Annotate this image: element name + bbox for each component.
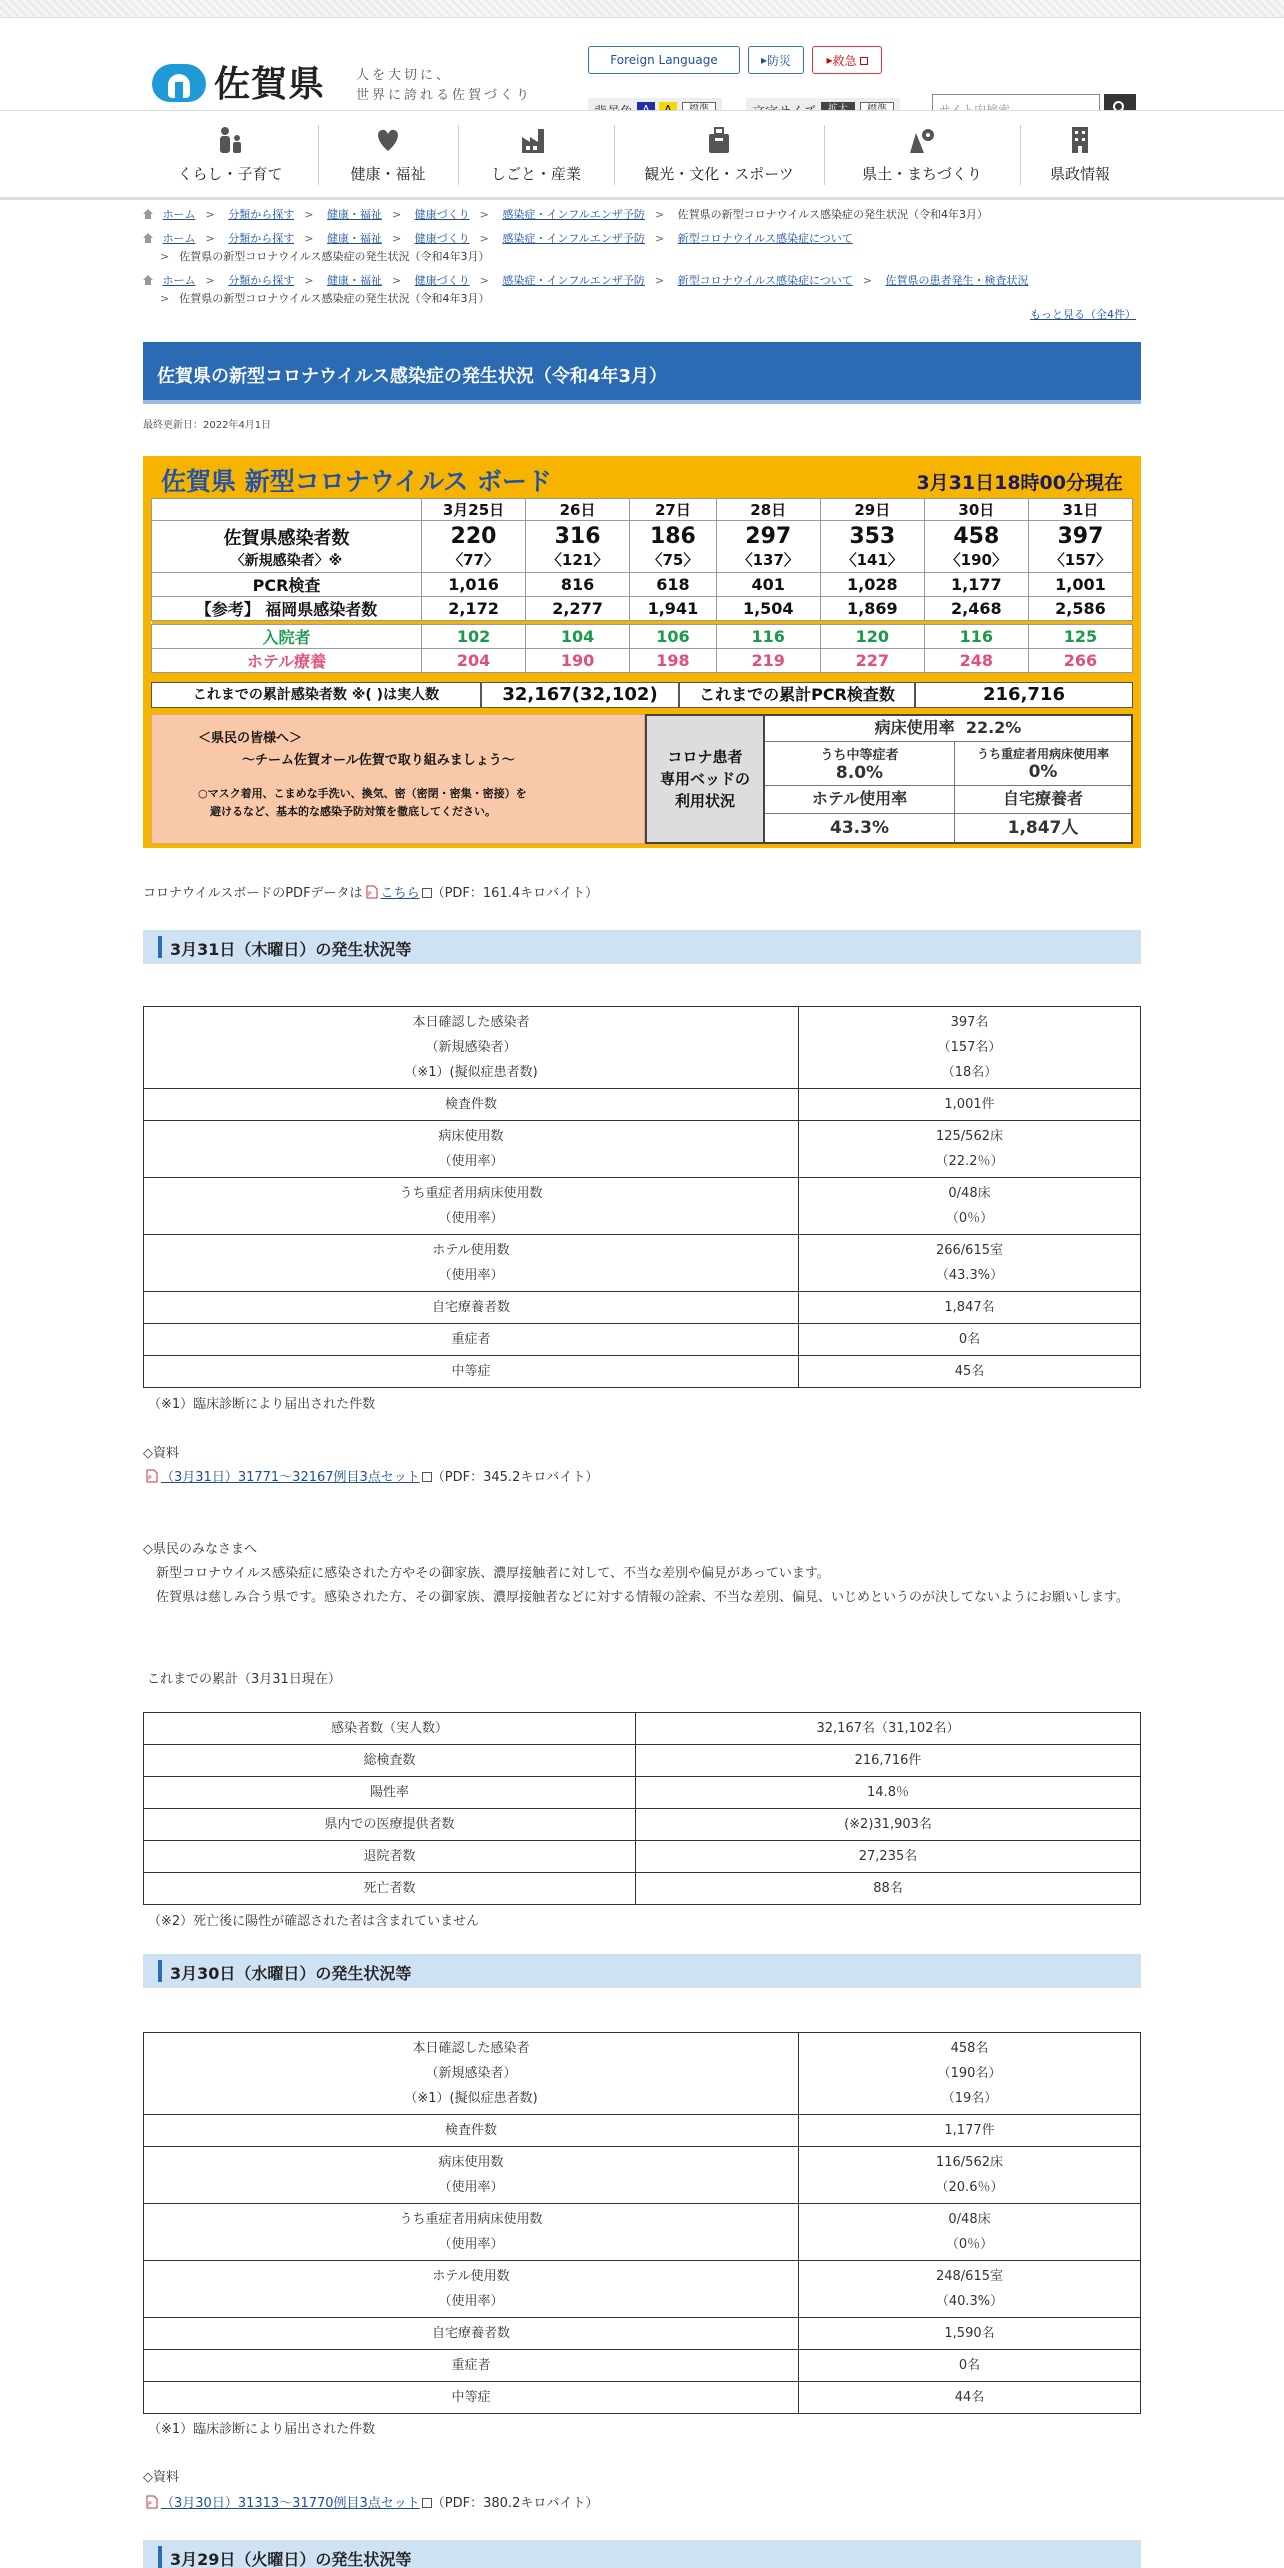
row-value: （0％） [945, 2237, 994, 2252]
cumulative-caption: これまでの累計（3月31日現在） [147, 1672, 341, 1687]
nav-label: 観光・文化・スポーツ [644, 164, 794, 183]
row-value: 14.8％ [636, 1777, 1141, 1809]
row-label: （新規感染者） [425, 1040, 517, 1055]
row-value: 0/48床 [948, 2212, 991, 2227]
board-infected-cell [1028, 521, 1132, 573]
breadcrumb-link[interactable]: 分類から探す [228, 232, 295, 245]
row-value: 248/615室 [935, 2269, 1003, 2284]
resource-label: ◇資料 [143, 2470, 179, 2485]
hospital-value: 116 [924, 625, 1028, 649]
citizens-paragraph: 佐賀県は慈しみ合う県です。感染された方、その御家族、濃厚接触者などに対する情報の詮索、不当な差別、偏見、いじめというのが決してないようにお願いします。 [156, 1590, 1129, 1605]
breadcrumb-current: 佐賀県の新型コロナウイルス感染症の発生状況（令和4年3月） [179, 250, 490, 263]
board-date: 29日 [820, 499, 924, 521]
table-row [144, 2382, 1141, 2414]
foreign-language-button[interactable]: Foreign Language [588, 46, 740, 74]
breadcrumb-link[interactable]: 新型コロナウイルス感染症について [677, 274, 853, 287]
table-row [144, 2147, 1141, 2204]
bed-rate-row [765, 716, 1131, 742]
fukuoka-value: 2,277 [526, 597, 630, 621]
row-value: 1,001件 [799, 1089, 1141, 1121]
top-decor-strip [0, 0, 1284, 18]
row-value: 1,590名 [799, 2318, 1141, 2350]
breadcrumb-link[interactable]: 健康づくり [414, 208, 470, 221]
home-label: 自宅療養者 [955, 786, 1131, 814]
row-value: 1,177件 [799, 2115, 1141, 2147]
table-note: （※1）臨床診断により届出された件数 [148, 1397, 376, 1412]
cumulative-infected-label: これまでの累計感染者数 ※( )は実人数 [151, 682, 481, 708]
nav-kanko[interactable] [614, 111, 824, 197]
row-label: ホテル使用数 [432, 2269, 510, 2284]
table-row [144, 1356, 1141, 1388]
board-date: 30日 [924, 499, 1028, 521]
row-value: （18名） [941, 1065, 998, 1080]
row-label: 県内での医療提供者数 [144, 1809, 636, 1841]
site-tagline [356, 66, 532, 106]
section-heading: 3月29日（火曜日）の発生状況等 [143, 2540, 1141, 2568]
moderate-label: うち中等症者 [820, 748, 899, 763]
breadcrumb-link[interactable]: ホーム [162, 232, 196, 245]
row-value: 266/615室 [935, 1243, 1003, 1258]
bousai-label: 防災 [767, 53, 792, 68]
citizens-paragraph: 新型コロナウイルス感染症に感染された方やその御家族、濃厚接触者に対して、不当な差別や偏見があっています。 [156, 1566, 830, 1581]
moderate-cell [765, 742, 955, 786]
table-row [144, 2261, 1141, 2318]
table-row [144, 1178, 1141, 1235]
breadcrumb: ホーム > 分類から探す > 健康・福祉 > 健康づくり > 感染症・インフルエンザ予防 > 佐賀県の新型コロナウイルス感染症の発生状況（令和4年3月） [143, 206, 988, 222]
row-label: （※1）(擬似症患者数) [404, 1065, 538, 1080]
factory-icon [520, 125, 552, 155]
board-date: 3月25日 [422, 499, 526, 521]
board-date: 27日 [630, 499, 717, 521]
row-value: （20.6％） [935, 2180, 1004, 2195]
breadcrumb-link[interactable]: 感染症・インフルエンザ予防 [502, 232, 645, 245]
bed-usage-label [647, 716, 765, 842]
fukuoka-value: 1,941 [630, 597, 717, 621]
row-value: 125/562床 [935, 1129, 1003, 1144]
fukuoka-value: 1,504 [716, 597, 820, 621]
resource-size: （PDF：380.2キロバイト） [431, 2496, 599, 2511]
cumulative-pcr-label: これまでの累計PCR検査数 [679, 682, 915, 708]
home-icon [143, 233, 153, 243]
row-label: 検査件数 [144, 1089, 799, 1121]
row-value: （43.3%） [935, 1268, 1004, 1283]
table-row [144, 1745, 1141, 1777]
table-row [144, 1121, 1141, 1178]
pdf-line-size: （PDF：161.4キロバイト） [431, 886, 599, 901]
site-name: 佐賀県 [214, 64, 326, 105]
bed-label-line1: コロナ患者 [667, 748, 743, 766]
hotel-value: 248 [924, 649, 1028, 673]
new-infected-value: 〈121〉 [546, 550, 609, 569]
row-value: 1,847名 [799, 1292, 1141, 1324]
daily-status-table [143, 1006, 1141, 1388]
table-row [144, 1292, 1141, 1324]
row-value: 397名 [950, 1015, 989, 1030]
home-value: 1,847人 [1007, 818, 1079, 838]
infected-label: 佐賀県感染者数 [223, 527, 350, 549]
row-label: 本日確認した感染者 [412, 1015, 530, 1030]
pcr-value: 1,016 [422, 573, 526, 597]
breadcrumb-link[interactable]: 健康・福祉 [326, 274, 382, 287]
nav-label: しごと・産業 [490, 164, 581, 183]
home-icon [143, 209, 153, 219]
town-map-icon [906, 125, 938, 155]
breadcrumb-link[interactable]: 健康・福祉 [326, 232, 382, 245]
board-pdf-line [143, 882, 598, 901]
severe-cell [955, 742, 1131, 786]
nav-kendo[interactable] [824, 111, 1020, 197]
cumulative-pcr-value: 216,716 [915, 682, 1133, 708]
infected-value: 458 [953, 523, 1000, 549]
row-label: うち重症者用病床使用数 [399, 1186, 543, 1201]
arrow-right-icon: ▸ [760, 53, 767, 67]
table-row [144, 1873, 1141, 1905]
breadcrumb-link[interactable]: 感染症・インフルエンザ予防 [502, 208, 645, 221]
breadcrumb-continuation: > 佐賀県の新型コロナウイルス感染症の発生状況（令和4年3月） [160, 292, 490, 305]
table-row [144, 1089, 1141, 1121]
resource-pdf-link[interactable]: （3月30日）31313～31770例目3点セット [161, 2496, 420, 2511]
pcr-label: PCR検査 [152, 573, 422, 597]
table-row [144, 2115, 1141, 2147]
breadcrumb-link[interactable]: 健康・福祉 [326, 208, 382, 221]
hospital-value: 116 [716, 625, 820, 649]
breadcrumb-link[interactable]: ホーム [162, 208, 196, 221]
hospital-value: 104 [526, 625, 630, 649]
citizens-title: ◇県民のみなさまへ [143, 1542, 257, 1557]
bed-rate-value: 22.2% [965, 718, 1022, 737]
row-label: うち重症者用病床使用数 [399, 2212, 543, 2227]
row-label: 総検査数 [144, 1745, 636, 1777]
board-date: 28日 [716, 499, 820, 521]
row-label: （使用率） [438, 1268, 504, 1283]
svg-text:P: P [148, 2501, 152, 2508]
table-row [144, 2350, 1141, 2382]
pdf-line-prefix: コロナウイルスボードのPDFデータは [143, 886, 363, 901]
last-updated: 最終更新日：2022年4月1日 [143, 420, 272, 431]
tagline-line2: 世界に誇れる佐賀づくり [356, 88, 533, 103]
table-row [144, 1809, 1141, 1841]
cumulative-infected-value: 32,167(32,102) [481, 682, 679, 708]
severe-value: 0% [1028, 762, 1058, 782]
external-link-icon [422, 888, 432, 898]
nav-shigoto[interactable] [458, 111, 614, 197]
breadcrumb-link[interactable]: 佐賀県の患者発生・検査状況 [885, 274, 1029, 287]
breadcrumb-link[interactable]: 感染症・インフルエンザ予防 [502, 274, 645, 287]
kyukyu-button[interactable] [812, 46, 882, 74]
table-row [144, 1841, 1141, 1873]
board-infected-cell [924, 521, 1028, 573]
moderate-value: 8.0% [835, 763, 884, 783]
nav-label: くらし・子育て [177, 164, 283, 183]
row-label: 感染者数（実人数） [144, 1713, 636, 1745]
board-date: 26日 [526, 499, 630, 521]
bed-usage-panel [645, 714, 1133, 844]
bed-rate-label: 病床使用率 [874, 718, 955, 737]
board-date: 31日 [1028, 499, 1132, 521]
row-label: （使用率） [438, 1154, 504, 1169]
row-label: 死亡者数 [144, 1873, 636, 1905]
family-icon [214, 125, 246, 155]
fukuoka-value: 1,869 [820, 597, 924, 621]
breadcrumb-link[interactable]: 新型コロナウイルス感染症について [677, 232, 853, 245]
board-infected-cell [820, 521, 924, 573]
infected-value: 186 [649, 523, 696, 549]
hospital-label: 入院者 [152, 625, 422, 649]
row-label: （使用率） [438, 1211, 504, 1226]
breadcrumb: ホーム > 分類から探す > 健康・福祉 > 健康づくり > 感染症・インフルエンザ予防 > 新型コロナウイルス感染症について > 佐賀県の患者発生・検査状況 [143, 272, 1029, 288]
row-label: （使用率） [438, 2180, 504, 2195]
hospital-value: 120 [820, 625, 924, 649]
arrow-right-icon: ▸ [826, 53, 833, 67]
row-value: 458名 [950, 2041, 989, 2056]
more-link[interactable]: もっと見る（全4件） [1030, 308, 1136, 321]
row-value: 116/562床 [935, 2155, 1003, 2170]
breadcrumb-link[interactable]: 分類から探す [228, 274, 295, 287]
new-infected-value: 〈77〉 [448, 550, 499, 569]
external-link-icon [422, 2498, 432, 2508]
row-value: （190名） [937, 2066, 1002, 2081]
kyukyu-label: 救急 [832, 53, 857, 68]
heart-hands-icon [372, 125, 404, 155]
table-row [144, 2204, 1141, 2261]
site-header [0, 18, 1284, 110]
table-row [144, 1235, 1141, 1292]
row-value: （19名） [941, 2091, 998, 2106]
row-value: 88名 [636, 1873, 1141, 1905]
table-note: （※1）臨床診断により届出された件数 [148, 2422, 376, 2437]
citizen-notice [151, 714, 645, 844]
notice-subtitle: ～チーム佐賀オール佐賀で取り組みましょう～ [242, 753, 515, 768]
resource-line [143, 1466, 598, 1485]
board-infected-cell [422, 521, 526, 573]
table-row [144, 1007, 1141, 1089]
hotel-value: 219 [716, 649, 820, 673]
row-value: 27,235名 [636, 1841, 1141, 1873]
row-label: 病床使用数 [438, 1129, 504, 1144]
hospital-value: 125 [1028, 625, 1132, 649]
hotel-label: ホテル療養 [152, 649, 422, 673]
pcr-value: 1,028 [820, 573, 924, 597]
row-value: 0名 [799, 2350, 1141, 2382]
notice-body-2: 避けるなど、基本的な感染予防対策を徹底してください。 [210, 805, 496, 818]
infected-value: 316 [554, 523, 601, 549]
infected-value: 297 [745, 523, 792, 549]
hospital-value: 102 [422, 625, 526, 649]
row-value: （157名） [937, 1040, 1002, 1055]
pcr-value: 1,001 [1028, 573, 1132, 597]
home-icon [143, 275, 153, 285]
svg-text:P: P [148, 1475, 152, 1482]
notice-body-1: ○マスク着用、こまめな手洗い、換気、密（密閉・密集・密接）を [198, 787, 527, 800]
board-daily-table [151, 498, 1133, 673]
breadcrumb-link[interactable]: 健康づくり [414, 232, 470, 245]
board-infected-cell [526, 521, 630, 573]
hotel-value: 204 [422, 649, 526, 673]
breadcrumb-current: 佐賀県の新型コロナウイルス感染症の発生状況（令和4年3月） [179, 292, 490, 305]
fukuoka-value: 2,468 [924, 597, 1028, 621]
table-row [144, 1324, 1141, 1356]
row-label: 中等症 [144, 2382, 799, 2414]
nav-kurashi[interactable] [160, 111, 300, 197]
nav-label: 県政情報 [1049, 164, 1110, 183]
pcr-value: 401 [716, 573, 820, 597]
pcr-value: 816 [526, 573, 630, 597]
resource-size: （PDF：345.2キロバイト） [431, 1470, 599, 1485]
table-row [144, 1713, 1141, 1745]
row-label: 退院者数 [144, 1841, 636, 1873]
nav-label: 県土・まちづくり [862, 164, 982, 183]
resource-line [143, 2492, 598, 2511]
hotel-rate-label: ホテル使用率 [765, 786, 955, 814]
row-label: （※1）(擬似症患者数) [404, 2091, 538, 2106]
resource-pdf-link[interactable]: （3月31日）31771～32167例目3点セット [161, 1470, 420, 1485]
row-value: 216,716件 [636, 1745, 1141, 1777]
nav-kenko[interactable] [318, 111, 458, 197]
row-label: （新規感染者） [425, 2066, 517, 2081]
row-label: （使用率） [438, 2294, 504, 2309]
row-value: （22.2％） [935, 1154, 1004, 1169]
row-label: 自宅療養者数 [144, 2318, 799, 2350]
citizens-message [143, 1538, 1141, 1610]
new-infected-value: 〈137〉 [737, 550, 799, 569]
row-label: 自宅療養者数 [144, 1292, 799, 1324]
tagline-line1: 人を大切に、 [356, 68, 453, 83]
cumulative-note: （※2）死亡後に陽性が確認された者は含まれていません [148, 1914, 480, 1929]
hotel-value: 198 [630, 649, 717, 673]
new-infected-value: 〈75〉 [647, 550, 699, 569]
board-corner [152, 499, 422, 521]
breadcrumb-link[interactable]: 健康づくり [414, 274, 470, 287]
breadcrumb-link[interactable]: ホーム [162, 274, 196, 287]
board-infected-label [152, 521, 422, 573]
nav-label: 健康・福祉 [350, 164, 426, 183]
fukuoka-label: 【参考】 福岡県感染者数 [152, 597, 422, 621]
pdf-icon [365, 885, 379, 899]
new-infected-value: 〈157〉 [1049, 550, 1112, 569]
row-value: （40.3%） [935, 2294, 1004, 2309]
hotel-value: 266 [1028, 649, 1132, 673]
page-title: 佐賀県の新型コロナウイルス感染症の発生状況（令和4年3月） [143, 342, 1141, 404]
table-row [144, 2318, 1141, 2350]
row-label: 病床使用数 [438, 2155, 504, 2170]
row-value: (※2)31,903名 [636, 1809, 1141, 1841]
pdf-icon [145, 1469, 159, 1483]
row-label: 重症者 [144, 1324, 799, 1356]
global-navigation [0, 110, 1284, 200]
row-label: 重症者 [144, 2350, 799, 2382]
hotel-rate-value: 43.3% [765, 814, 955, 842]
hotel-value: 227 [820, 649, 924, 673]
new-infected-value: 〈190〉 [945, 550, 1007, 569]
row-label: 中等症 [144, 1356, 799, 1388]
new-infected-value: 〈141〉 [841, 550, 903, 569]
notice-title: ＜県民の皆様へ＞ [198, 731, 303, 746]
infected-value: 353 [849, 523, 896, 549]
fukuoka-value: 2,172 [422, 597, 526, 621]
svg-text:P: P [367, 891, 372, 898]
row-value: 45名 [799, 1356, 1141, 1388]
board-infected-cell [630, 521, 717, 573]
bousai-button[interactable] [748, 46, 804, 74]
board-title: 佐賀県 新型コロナウイルス ボード [161, 467, 552, 496]
pcr-value: 1,177 [924, 573, 1028, 597]
infected-value: 397 [1057, 523, 1104, 549]
breadcrumb-continuation: > 佐賀県の新型コロナウイルス感染症の発生状況（令和4年3月） [160, 250, 490, 263]
board-infected-cell [716, 521, 820, 573]
corona-board [143, 456, 1141, 848]
hotel-value: 190 [526, 649, 630, 673]
section-heading: 3月30日（水曜日）の発生状況等 [143, 1954, 1141, 1988]
daily-status-table [143, 2032, 1141, 2414]
resource-label: ◇資料 [143, 1446, 179, 1461]
building-icon [1064, 125, 1096, 155]
row-label: 陽性率 [144, 1777, 636, 1809]
row-label: 本日確認した感染者 [412, 2041, 530, 2056]
external-link-icon [422, 1472, 432, 1482]
external-link-icon [860, 57, 868, 65]
row-value: 0/48床 [948, 1186, 991, 1201]
severe-label: うち重症者用病床使用率 [976, 747, 1109, 761]
breadcrumb-current: 佐賀県の新型コロナウイルス感染症の発生状況（令和4年3月） [677, 208, 988, 221]
bed-label-line2: 専用ベッドの [659, 770, 750, 788]
breadcrumb-link[interactable]: 分類から探す [228, 208, 295, 221]
row-label: ホテル使用数 [432, 1243, 510, 1258]
site-logo[interactable] [152, 56, 325, 107]
row-label: 検査件数 [144, 2115, 799, 2147]
row-label: （使用率） [438, 2237, 504, 2252]
cumulative-table [143, 1712, 1141, 1905]
row-value: 0名 [799, 1324, 1141, 1356]
section-heading: 3月31日（木曜日）の発生状況等 [143, 930, 1141, 964]
bed-label-line3: 利用状況 [674, 792, 735, 810]
row-value: （0％） [945, 1211, 994, 1226]
hospital-value: 106 [630, 625, 717, 649]
fukuoka-value: 2,586 [1028, 597, 1132, 621]
nav-kensei[interactable] [1020, 111, 1140, 197]
pdf-icon [145, 2495, 159, 2509]
breadcrumb: ホーム > 分類から探す > 健康・福祉 > 健康づくり > 感染症・インフルエンザ予防 > 新型コロナウイルス感染症について [143, 230, 853, 246]
table-row [144, 1777, 1141, 1809]
table-row [144, 2033, 1141, 2115]
row-value: 44名 [799, 2382, 1141, 2414]
board-time: 3月31日18時00分現在 [916, 472, 1123, 494]
board-pdf-link[interactable]: こちら [380, 886, 420, 901]
infected-sub-label: 〈新規感染者〉※ [230, 552, 343, 569]
suitcase-icon [703, 125, 735, 155]
infected-value: 220 [450, 523, 497, 549]
saga-logo-icon [152, 60, 206, 104]
row-value: 32,167名（31,102名） [636, 1713, 1141, 1745]
pcr-value: 618 [630, 573, 717, 597]
